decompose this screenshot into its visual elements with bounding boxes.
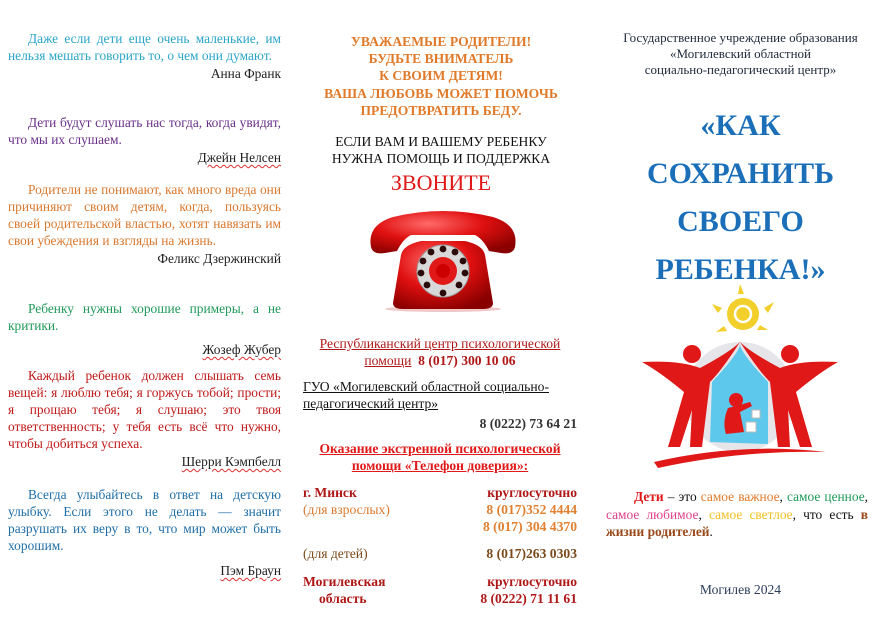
telephone-icon [363,205,523,313]
guo-phone[interactable]: 8 (0222) 73 64 21 [479,416,577,431]
minsk-contacts: г. Минск круглосуточно (для взрослых) 8 (017)352 4444 8 (017) 304 4370 (для детей) 8 (017)263 0303 [303,485,577,561]
parents-warning: УВАЖАЕМЫЕ РОДИТЕЛИ! БУДЬТЕ ВНИМАТЕЛЬ К СВОИМ ДЕТЯМ! ВАША ЛЮБОВЬ МОЖЕТ ПОМОЧЬ ПРЕДОТВРАТИТЬ БЕДУ. [324,34,558,118]
quote-author: Джейн Нелсен [197,150,281,165]
brochure-title: «КАК СОХРАНИТЬ СВОЕГО РЕБЕНКА!» [647,109,834,286]
quote-text: Даже если дети еще очень маленькие, им нельзя мешать говорить то, о чем они думают. [8,31,281,63]
quote-text: Каждый ребенок должен слышать семь вещей: я люблю тебя; я горжусь тобой; прости; я прощаю тебя; я слушаю; это твоя ответственность; у тебя есть всё что нужно, чтобы добиться успеха. [8,368,281,451]
city-year: Могилев 2024 [699,582,782,597]
quote-jane-nelsen [8,114,281,166]
minsk-adults-phone-1[interactable]: 8 (017)352 4444 [486,502,577,517]
minsk-adults-phone-2[interactable]: 8 (017) 304 4370 [482,519,577,534]
quote-anne-frank [8,30,281,82]
emergency-heading: Оказание экстренной психологической помощи «Телефон доверия»: [319,441,561,473]
if-need-help: ЕСЛИ ВАМ И ВАШЕМУ РЕБЕНКУ НУЖНА ПОМОЩЬ И ПОДДЕРЖКА [331,134,551,166]
quote-campbell [8,367,281,470]
republican-phone[interactable]: 8 (017) 300 10 06 [418,353,516,368]
republican-center: Республиканский центр психологической помощи 8 (017) 300 10 06 [319,336,561,368]
quote-joubert [8,300,281,358]
mogilev-phone[interactable]: 8 (0222) 71 11 61 [480,591,577,606]
quote-author: Жозеф Жубер [202,342,281,357]
children-motto: Дети – это самое важное, самое ценное, самое любимое, самое светлое, что есть в жизни родителей. [606,489,869,539]
quote-pam-brown [8,486,281,579]
quote-author: Анна Франк [210,66,281,81]
quote-text: Всегда улыбайтесь в ответ на детскую улыбку. Если этого не делать — значит разрушать их веру в то, что мир может быть хорошим. [8,487,281,553]
mogilev-contacts: Могилевская круглосуточно область 8 (0222) 71 11 61 [303,574,577,606]
minsk-children-phone[interactable]: 8 (017)263 0303 [486,546,577,561]
guo-center: ГУО «Могилевский областной социально- педагогический центр» 8 (0222) 73 64 21 [303,379,577,431]
quote-author: Феликс Дзержинский [157,251,281,266]
quote-text: Ребенку нужны хорошие примеры, а не критики. [8,301,281,333]
quote-dzerzhinsky [8,181,281,267]
quote-text: Родители не понимают, как много вреда они причиняют своим детям, когда, пользуясь своей родительской властью, хотят навязать им свои убеждения и взгляды на жизнь. [8,182,281,248]
family-house-logo-icon [640,282,840,472]
institution-name: Государственное учреждение образования «Могилевский областной социально-педагогический центр» [623,30,858,77]
quote-author: Шерри Кэмпбелл [181,454,281,469]
quote-author: Пэм Браун [220,563,281,578]
quote-text: Дети будут слушать нас тогда, когда увидят, что мы их слушаем. [8,115,281,147]
call-heading: ЗВОНИТЕ [390,170,492,195]
